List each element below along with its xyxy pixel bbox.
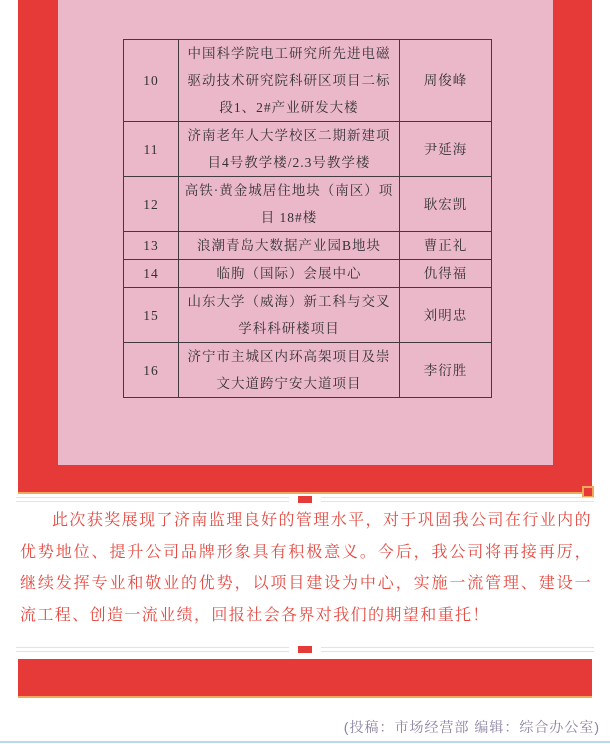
- row-number-cell: 14: [124, 260, 179, 288]
- project-name-cell: 临朐（国际）会展中心: [179, 260, 400, 288]
- red-banner: [18, 659, 592, 698]
- section-divider-top: [16, 496, 594, 503]
- table-row: [124, 40, 492, 122]
- row-number-cell: 10: [124, 40, 179, 122]
- divider-line: [16, 647, 289, 652]
- project-name-cell: 济宁市主城区内环高架项目及崇文大道跨宁安大道项目: [179, 343, 400, 398]
- project-name-cell: 中国科学院电工研究所先进电磁驱动技术研究院科研区项目二标段1、2#产业研发大楼: [179, 40, 400, 122]
- project-name-cell: 山东大学（威海）新工科与交叉学科科研楼项目: [179, 288, 400, 343]
- divider-accent: [298, 496, 312, 503]
- section-divider-bottom: [16, 646, 594, 653]
- divider-accent: [298, 646, 312, 653]
- row-number-cell: 13: [124, 232, 179, 260]
- project-name-cell: 济南老年人大学校区二期新建项目4号教学楼/2.3号教学楼: [179, 122, 400, 177]
- red-frame: [18, 0, 592, 494]
- credit-line: (投稿：市场经营部 编辑：综合办公室): [343, 719, 600, 735]
- supervisor-name-cell: 仇得福: [400, 260, 492, 288]
- table-row: [124, 232, 492, 260]
- divider-line: [321, 647, 594, 652]
- table-row: [124, 288, 492, 343]
- row-number-cell: 16: [124, 343, 179, 398]
- table-row: [124, 343, 492, 398]
- gold-border-line: [18, 492, 592, 494]
- table-row: [124, 260, 492, 288]
- supervisor-name-cell: 刘明忠: [400, 288, 492, 343]
- supervisor-name-cell: 耿宏凯: [400, 177, 492, 232]
- row-number-cell: 12: [124, 177, 179, 232]
- table-row: [124, 122, 492, 177]
- divider-line: [16, 497, 289, 502]
- row-number-cell: 15: [124, 288, 179, 343]
- row-number-cell: 11: [124, 122, 179, 177]
- project-name-cell: 高铁·黄金城居住地块（南区）项目 18#楼: [179, 177, 400, 232]
- supervisor-name-cell: 曹正礼: [400, 232, 492, 260]
- supervisor-name-cell: 尹延海: [400, 122, 492, 177]
- project-name-cell: 浪潮青岛大数据产业园B地块: [179, 232, 400, 260]
- award-table: [123, 39, 492, 398]
- supervisor-name-cell: 周俊峰: [400, 40, 492, 122]
- pink-panel: [58, 0, 553, 465]
- divider-line: [321, 497, 594, 502]
- summary-paragraph: 此次获奖展现了济南监理良好的管理水平，对于巩固我公司在行业内的优势地位、提升公司品牌形象具有积极意义。今后，我公司将再接再厉，继续发挥专业和敬业的优势，以项目建设为中心，实施一流管理、建设一流工程、创造一流业绩，回报社会各界对我们的期望和重托！: [20, 512, 592, 624]
- bottom-accent-line: [0, 741, 610, 743]
- supervisor-name-cell: 李衍胜: [400, 343, 492, 398]
- table-row: [124, 177, 492, 232]
